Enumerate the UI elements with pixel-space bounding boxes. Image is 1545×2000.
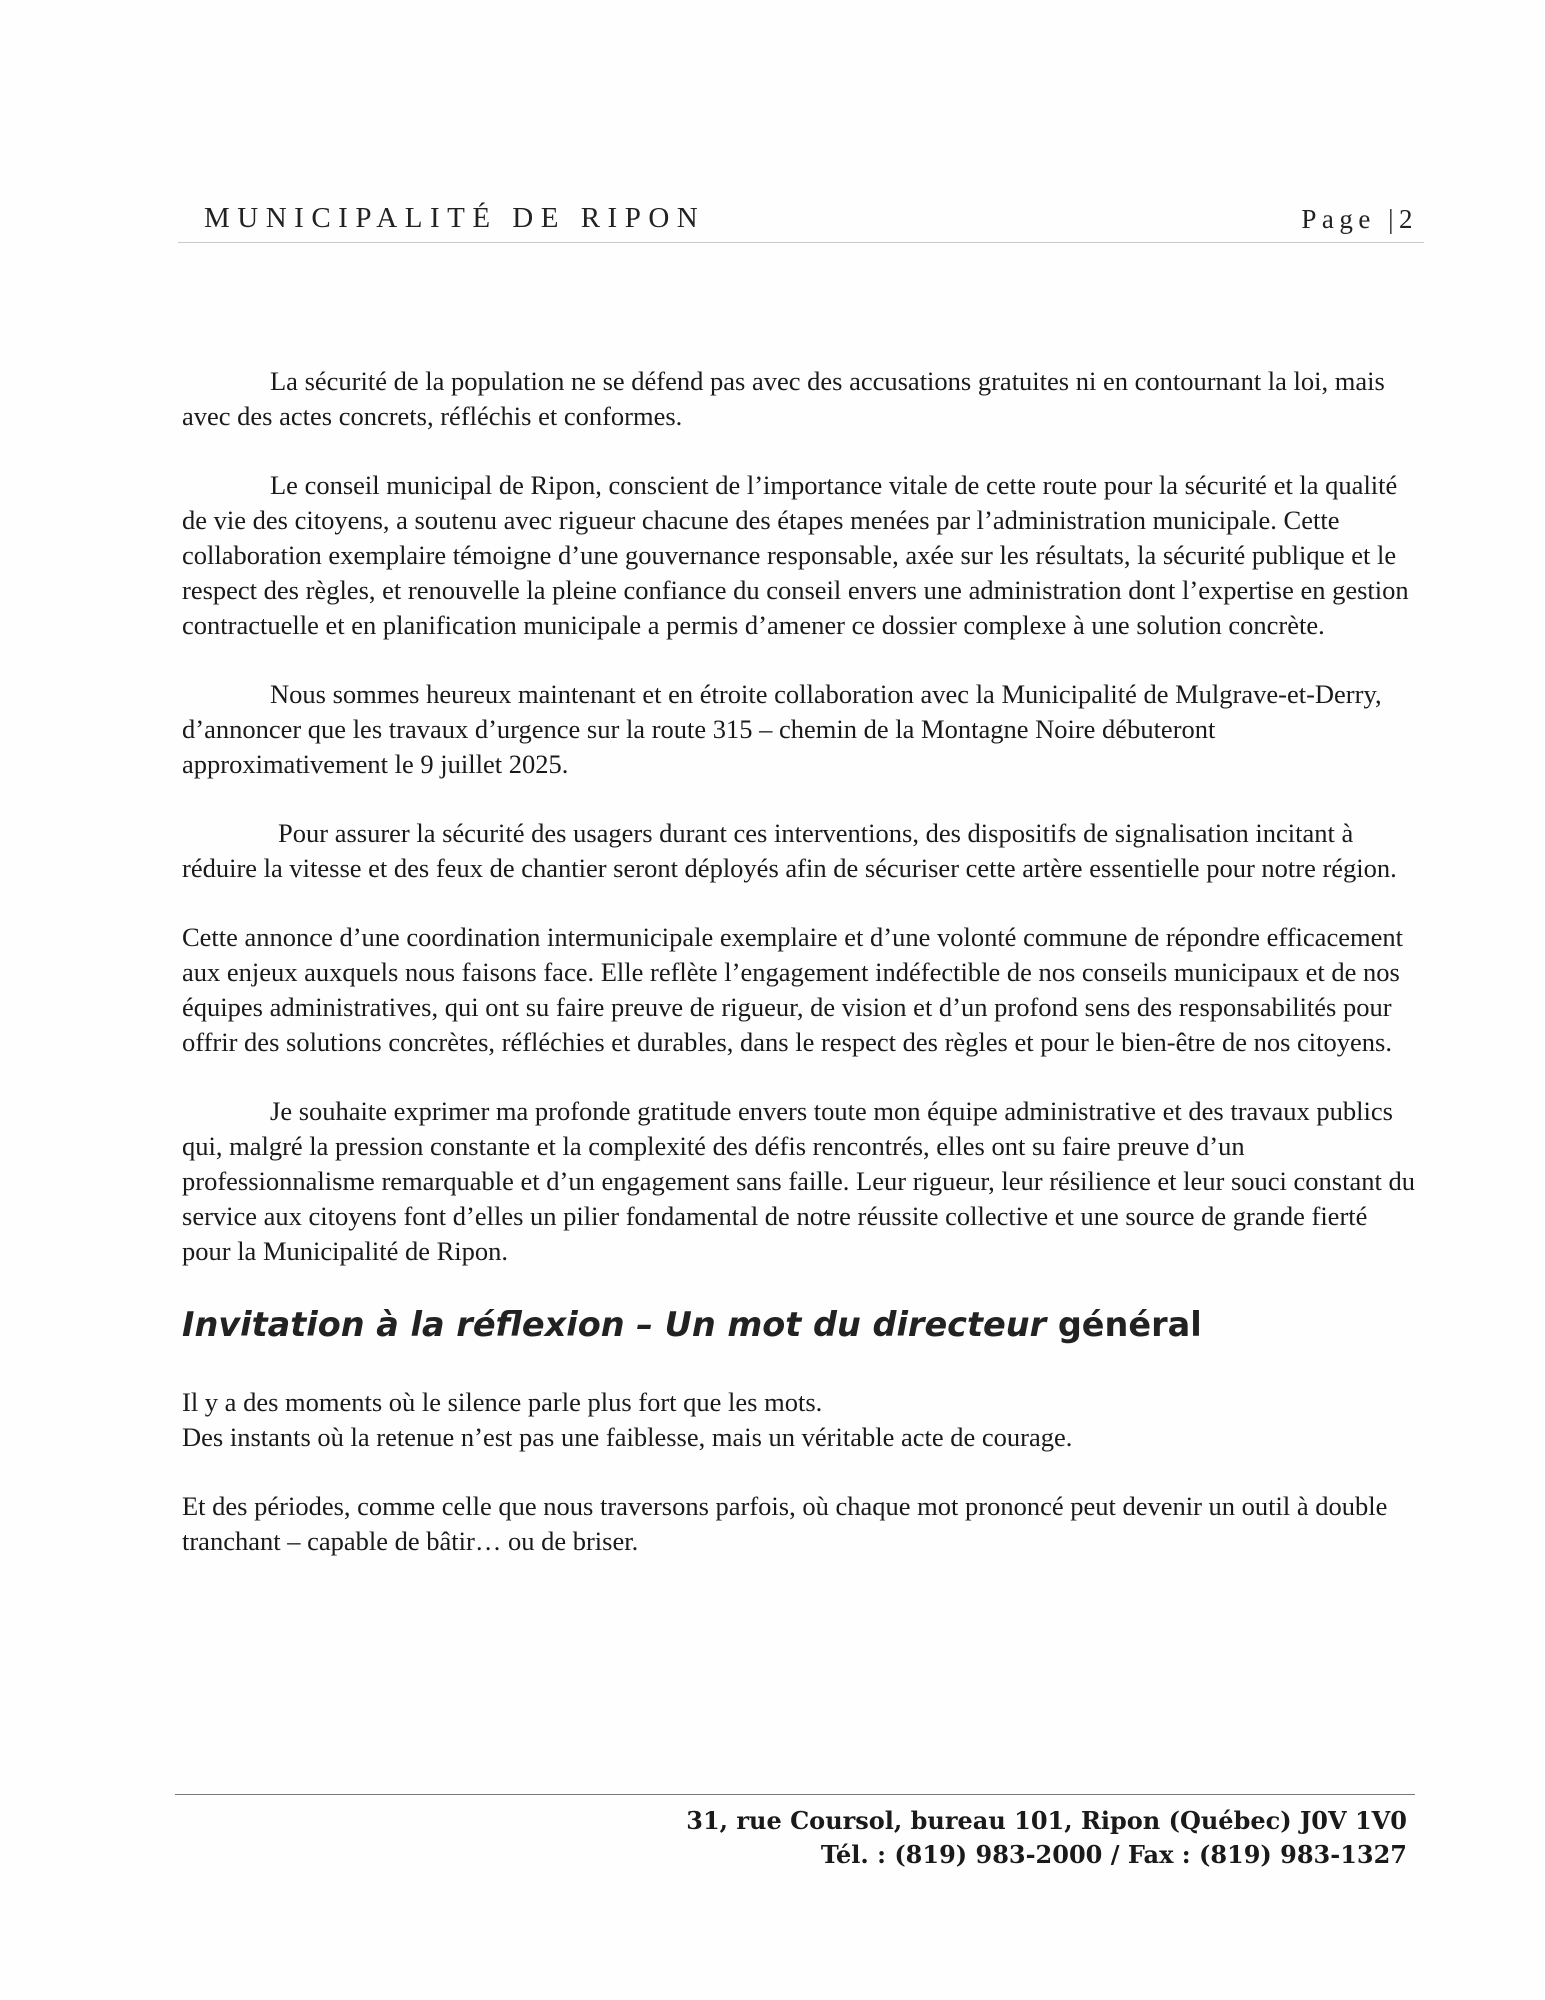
municipality-title: MUNICIPALITÉ DE RIPON xyxy=(204,202,706,234)
paragraph-gratitude: Je souhaite exprimer ma profonde gratitude envers toute mon équipe administrative et des travaux publics qui, malgré la pression constante et la complexité des défis rencontrés, elles ont su faire preuve d’un professionnalisme remarquable et d’un engagement sans faille. Leur rigueur, leur résilience et leur souci constant du service aux citoyens font d’elles un pilier fondamental de notre réussite collective et une source de grande fierté pour la Municipalité de Ripon. xyxy=(182,1096,1415,1266)
paragraph-security: La sécurité de la population ne se défend pas avec des accusations gratuites ni en contournant la loi, mais avec des actes concrets, réfléchis et conformes. xyxy=(182,366,1385,431)
page-header xyxy=(178,202,1424,243)
paragraph-safety-measures: Pour assurer la sécurité des usagers durant ces interventions, des dispositifs de signalisation incitant à réduire la vitesse et des feux de chantier seront déployés afin de sécuriser cette artère essentielle pour notre région. xyxy=(182,818,1397,883)
section-heading-normal: général xyxy=(1057,1305,1202,1344)
paragraph-announcement: Nous sommes heureux maintenant et en étroite collaboration avec la Municipalité de Mulgrave-et-Derry, d’annoncer que les travaux d’urgence sur la route 315 – chemin de la Montagne Noire débuteront approximativement le 9 juillet 2025. xyxy=(182,679,1382,779)
reflection-line-2: Des instants où la retenue n’est pas une faiblesse, mais un véritable acte de courage. xyxy=(182,1422,1073,1452)
section-heading xyxy=(182,1303,1422,1347)
section-heading-italic: Invitation à la réflexion – Un mot du directeur xyxy=(182,1305,1047,1344)
reflection-paragraph: Et des périodes, comme celle que nous traversons parfois, où chaque mot prononcé peut devenir un outil à double tranchant – capable de bâtir… ou de briser. xyxy=(182,1491,1388,1556)
footer-phone-fax: Tél. : (819) 983-2000 / Fax : (819) 983-1327 xyxy=(820,1840,1407,1869)
page-number: Page |2 xyxy=(1301,204,1418,234)
reflection-line-1: Il y a des moments où le silence parle plus fort que les mots. xyxy=(182,1387,823,1417)
paragraph-council: Le conseil municipal de Ripon, conscient de l’importance vitale de cette route pour la sécurité et la qualité de vie des citoyens, a soutenu avec rigueur chacune des étapes menées par l’administration municipale. Cette collaboration exemplaire témoigne d’une gouvernance responsable, axée sur les résultats, la sécurité publique et le respect des règles, et renouvelle la pleine confiance du conseil envers une administration dont l’expertise en gestion contractuelle et en planification municipale a permis d’amener ce dossier complexe à une solution concrète. xyxy=(182,470,1409,640)
page-footer xyxy=(686,1804,1407,1872)
footer-divider xyxy=(175,1794,1415,1795)
footer-address: 31, rue Coursol, bureau 101, Ripon (Québec) J0V 1V0 xyxy=(686,1806,1407,1835)
paragraph-coordination: Cette annonce d’une coordination intermunicipale exemplaire et d’une volonté commune de répondre efficacement aux enjeux auxquels nous faisons face. Elle reflète l’engagement indéfectible de nos conseils municipaux et de nos équipes administratives, qui ont su faire preuve de rigueur, de vision et d’un profond sens des responsabilités pour offrir des solutions concrètes, réfléchies et durables, dans le respect des règles et pour le bien-être de nos citoyens. xyxy=(182,922,1403,1057)
document-body xyxy=(182,364,1422,1593)
